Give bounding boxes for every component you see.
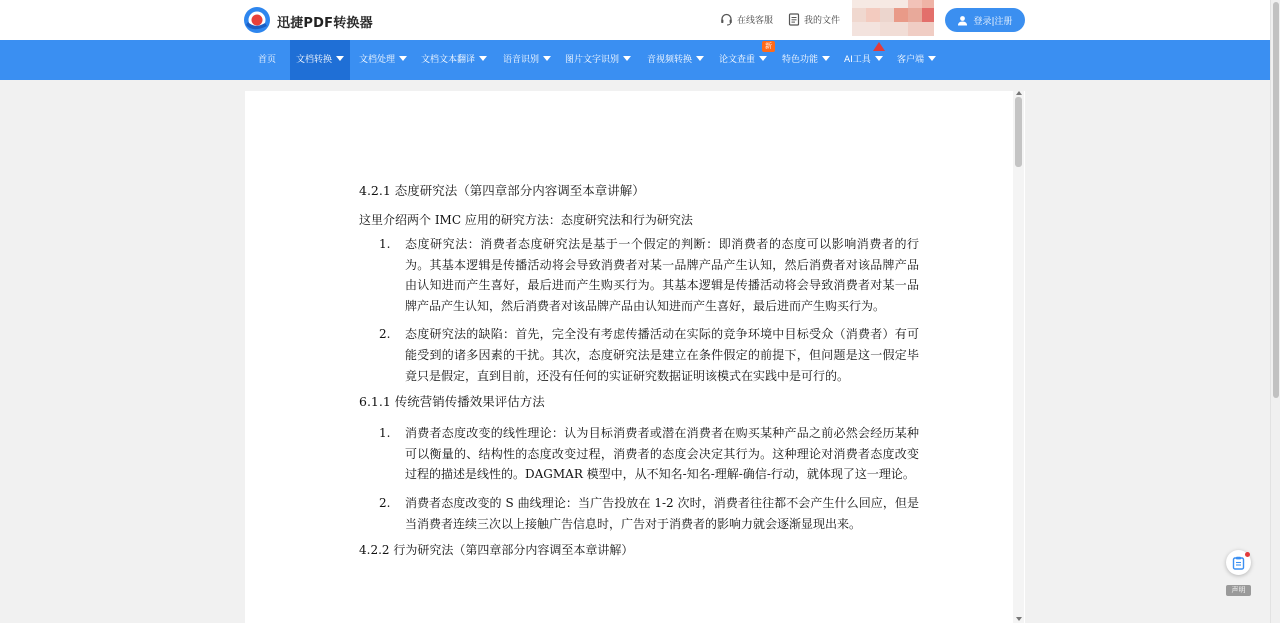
list-number: 2. xyxy=(379,495,391,510)
nav-label: 特色功能 xyxy=(782,55,819,65)
list-text: 态度研究法的缺陷：首先，完全没有考虑传播活动在实际的竞争环境中目标受众（消费者）有可能受到的诸多因素的干扰。其次，态度研究法是建立在条件假定的前提下，但问题是这一假定毕竟只是假定，直到目前，还没有任何的实证研究数据证明该模式在实践中是可行的。 xyxy=(405,327,919,383)
nav-item-speech-recognition[interactable] xyxy=(503,40,551,80)
scroll-down-icon[interactable] xyxy=(1016,617,1022,621)
blurred-ad-image[interactable] xyxy=(852,0,934,36)
nav-label: AI工具 xyxy=(844,55,871,65)
list-item xyxy=(359,324,919,386)
my-files-link[interactable] xyxy=(788,13,840,26)
chevron-down-icon xyxy=(696,56,704,61)
clipboard-icon xyxy=(1232,556,1245,570)
paragraph: 这里介绍两个 IMC 应用的研究方法：态度研究法和行为研究法 xyxy=(359,213,693,227)
nav-item-image-ocr[interactable] xyxy=(565,40,631,80)
page-scrollbar[interactable] xyxy=(1270,0,1280,623)
nav-label: 首页 xyxy=(258,55,277,65)
main-nav xyxy=(0,40,1270,80)
scroll-up-icon[interactable] xyxy=(1016,91,1022,95)
login-register-button[interactable] xyxy=(945,8,1025,32)
nav-label: 文档处理 xyxy=(359,55,396,65)
chevron-down-icon xyxy=(623,56,631,61)
nav-label: 客户端 xyxy=(897,55,925,65)
document-content xyxy=(359,183,919,558)
nav-label: 语音识别 xyxy=(503,55,540,65)
nav-label: 论文查重 xyxy=(719,55,756,65)
list-number: 2. xyxy=(379,327,391,342)
nav-item-thesis-check[interactable] xyxy=(719,40,767,80)
chevron-down-icon xyxy=(875,56,883,61)
chevron-down-icon xyxy=(928,56,936,61)
file-icon xyxy=(788,13,800,26)
statement-label[interactable]: 声明 xyxy=(1226,585,1251,596)
list-text: 态度研究法：消费者态度研究法是基于一个假定的判断：即消费者的态度可以影响消费者的行为。其基本逻辑是传播活动将会导致消费者对某一品牌产品产生认知，然后消费者对该品牌产品由认知进而产生喜好，最后进而产生购买行为。其基本逻辑是传播活动将会导致消费者对某一品牌产品产生认知，然后消费者对该品牌产品由认知进而产生喜好，最后进而产生购买行为。 xyxy=(405,237,919,313)
brand-name[interactable]: 迅捷PDF转换器 xyxy=(277,16,373,31)
online-service-label: 在线客服 xyxy=(737,16,774,26)
nav-item-client[interactable] xyxy=(897,40,936,80)
new-badge: 新 xyxy=(762,41,775,52)
page-scroll-thumb[interactable] xyxy=(1273,2,1279,398)
nav-label: 音视频转换 xyxy=(647,55,693,65)
login-register-label: 登录|注册 xyxy=(973,16,1013,27)
document-scroll-thumb[interactable] xyxy=(1015,97,1022,167)
list-text: 消费者态度改变的线性理论：认为目标消费者或潜在消费者在购买某种产品之前必然会经历某种可以衡量的、结构性的态度改变过程，消费者的态度会决定其行为。这种理论对消费者态度改变过程的描述是线性的。DAGMAR 模型中，从不知名-知名-理解-确信-行动，就体现了这一理论。 xyxy=(405,426,919,482)
online-service-link[interactable] xyxy=(720,13,773,26)
chevron-down-icon xyxy=(822,56,830,61)
logo-icon[interactable] xyxy=(243,6,271,34)
section-heading: 4.2.2 行为研究法（第四章部分内容调至本章讲解） xyxy=(359,543,634,558)
top-header xyxy=(0,0,1270,40)
chevron-down-icon xyxy=(399,56,407,61)
nav-item-doc-translate[interactable] xyxy=(421,40,487,80)
user-icon xyxy=(957,15,968,26)
nav-item-av-convert[interactable] xyxy=(647,40,704,80)
section-heading: 6.1.1 传统营销传播效果评估方法 xyxy=(359,394,545,410)
list-text: 消费者态度改变的 S 曲线理论：当广告投放在 1-2 次时，消费者往往都不会产生什么回应，但是当消费者连续三次以上接触广告信息时，广告对于消费者的影响力就会逐渐显现出来。 xyxy=(405,495,919,531)
list-item xyxy=(359,234,919,316)
document-scrollbar[interactable] xyxy=(1013,91,1024,623)
nav-item-doc-convert[interactable] xyxy=(290,40,350,80)
chevron-down-icon xyxy=(336,56,344,61)
chevron-down-icon xyxy=(543,56,551,61)
nav-item-doc-process[interactable] xyxy=(359,40,407,80)
list-item xyxy=(359,423,919,485)
nav-label: 文档文本翻译 xyxy=(421,55,476,65)
nav-label: 图片文字识别 xyxy=(565,55,620,65)
headset-icon xyxy=(720,13,733,26)
list-item xyxy=(359,493,919,534)
document-viewer[interactable] xyxy=(245,91,1025,623)
chevron-down-icon xyxy=(759,56,767,61)
nav-item-home[interactable] xyxy=(258,40,276,80)
nav-item-special-features[interactable] xyxy=(782,40,830,80)
up-arrow-icon xyxy=(873,42,885,51)
notification-dot xyxy=(1245,552,1250,557)
section-heading: 4.2.1 态度研究法（第四章部分内容调至本章讲解） xyxy=(359,183,645,198)
chevron-down-icon xyxy=(479,56,487,61)
nav-label: 文档转换 xyxy=(296,55,333,65)
list-number: 1. xyxy=(379,426,391,441)
my-files-label: 我的文件 xyxy=(804,16,841,26)
list-number: 1. xyxy=(379,237,391,251)
